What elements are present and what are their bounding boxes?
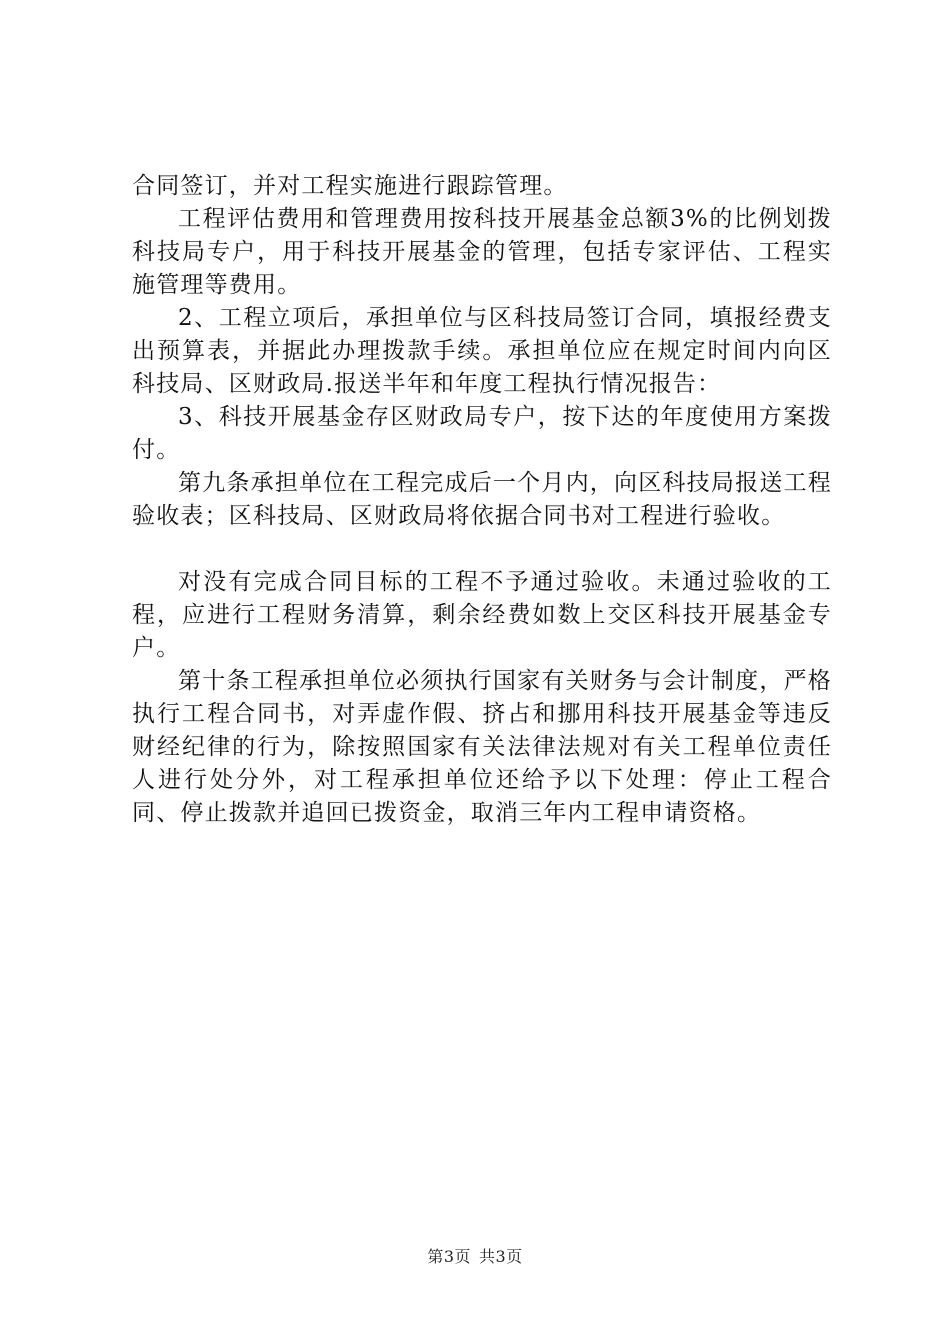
paragraph-contract-tracking: 合同签订，并对工程实施进行跟踪管理。 [132,173,568,199]
paragraph-article-10: 第十条工程承担单位必须执行国家有关财务与会计制度，严格执行工程合同书，对弄虚作假、挤占和挪用科技开展基金等违反财经纪律的行为，除按照国家有关法律法规对有关工程单位责任人进行处分外，对工程承担单位还给予以下处理：停止工程合同、停止拨款并追回已拨资金，取消三年内工程申请资格。 [132,668,832,826]
page-number-total: 共3页 [479,1247,523,1266]
paragraph-acceptance: 对没有完成合同目标的工程不予通过验收。未通过验收的工程，应进行工程财务清算，剩余经费如数上交区科技开展基金专户。 [132,569,832,661]
document-body [132,170,832,830]
page-footer [0,1244,950,1267]
paragraph-evaluation-fees: 工程评估费用和管理费用按科技开展基金总额3%的比例划拨科技局专户，用于科技开展基金的管理，包括专家评估、工程实施管理等费用。 [132,206,832,298]
paragraph-item-3: 3、科技开展基金存区财政局专户，按下达的年度使用方案拨付。 [132,404,832,463]
paragraph-article-9: 第九条承担单位在工程完成后一个月内，向区科技局报送工程验收表；区科技局、区财政局将依据合同书对工程进行验收。 [132,470,832,529]
page-number-current: 第3页 [427,1247,471,1266]
paragraph-item-2: 2、工程立项后，承担单位与区科技局签订合同，填报经费支出预算表，并据此办理拨款手续。承担单位应在规定时间内向区科技局、区财政局.报送半年和年度工程执行情况报告： [132,305,832,397]
